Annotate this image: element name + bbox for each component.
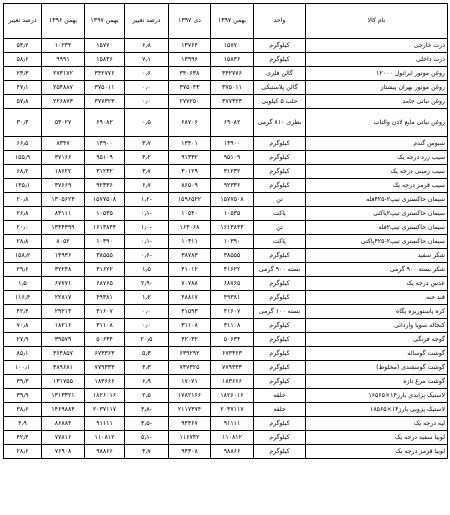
item-name-cell: شکر سفید [306,249,448,263]
item-name-cell: روغن نباتی مایع لادن والتاب [306,109,448,137]
dey97-cell: ۱۷۸۲۱۶۶ [169,389,211,403]
pct-month-cell: -۰٫۱ [125,235,169,249]
item-name-cell: لوبیا سفید درجه یک [306,431,448,445]
pct-month-cell: ۶٫۷ [125,179,169,193]
dey97-cell: ۷۰۷۸۸ [169,277,211,291]
bahman96-cell: ۸۰۵۲ [42,235,85,249]
dey97-cell: ۱۵۹۶۵۲۲ [169,193,211,207]
bahman97-b-cell: ۱۱۰۸۱۲ [85,431,125,445]
unit-cell: کیلوگرم [254,165,306,179]
bahman96-cell: ۱۳۴۴۳۹۹ [42,221,85,235]
bahman96-cell: ۲۷۳۱۷۲ [42,67,85,81]
table-row [4,249,448,263]
table-row [4,165,448,179]
table-row [4,417,448,431]
bahman97-cell: ۱۵۷۷۰ [211,39,254,53]
pct-year-cell: ۶۶٫۵ [4,137,42,151]
item-name-cell: لاستیک پرایدی بارز۱۴×۱۶۵۶۵ [306,389,448,403]
bahman97-cell: ۱۳۹۰۰ [211,137,254,151]
table-body [4,39,448,459]
bahman97-b-cell: ۴۱۶۰۷ [85,305,125,319]
header-dey97: دی ۱۳۹۷ [169,4,211,39]
table-row [4,403,448,417]
bahman97-b-cell: ۹۸۸۶۶ [85,445,125,459]
bahman96-cell: ۵۳۰۲۷ [42,109,85,137]
bahman97-b-cell: ۹۵۱۰۹ [85,151,125,165]
bahman97-cell: ۱۰۵۳۵ [211,207,254,221]
price-table [3,3,448,459]
bahman96-cell: ۸۶۸۸۴ [42,417,85,431]
dey97-cell: ۲۷۷۲۵۰ [169,95,211,109]
pct-month-cell: -۰٫۶ [125,249,169,263]
unit-cell: کیلوگرم [254,361,306,375]
pct-year-cell: ۲۸٫۸ [4,235,42,249]
bahman97-b-cell: ۶۸۷۶۵ [85,277,125,291]
item-name-cell: قند حبه [306,291,448,305]
dey97-cell: ۳۴۰۶۳۸ [169,67,211,81]
pct-month-cell: ۵٫۳ [125,347,169,361]
bahman96-cell: ۳۶۴۸۵۷ [42,347,85,361]
header-unit: واحد [254,4,306,39]
item-name-cell: روغن نباتی جامد [306,95,448,109]
bahman96-cell: ۱۳۱۷۵۵ [42,375,85,389]
header-name: نام کالا [306,4,448,39]
item-name-cell: گوشت گوسفندی (مخلوط) [306,361,448,375]
unit-cell: کیلوگرم [254,137,306,151]
bahman97-b-cell: ۳۸۵۵۵ [85,249,125,263]
unit-cell: کیلوگرم [254,417,306,431]
item-name-cell: سیب قرمز درجه یک [306,179,448,193]
bahman97-b-cell: ۱۵۷۷۵۰۸ [85,193,125,207]
unit-cell: بسته ۱۰۰ گرمی [254,305,306,319]
bahman97-cell: ۹۸۸۶۶ [211,445,254,459]
bahman96-cell: ۳۲۲۴۸ [42,263,85,277]
pct-month-cell: ۰٫۰ [125,319,169,333]
pct-month-cell: ۲٫۵ [125,389,169,403]
bahman97-b-cell: ۹۲۳۳۶ [85,179,125,193]
bahman96-cell: ۱۸۶۲۲ [42,165,85,179]
bahman97-b-cell: ۱۶۱۳۸۴۴ [85,221,125,235]
item-name-cell: شکر بسته ۹۰۰ گرمی [306,263,448,277]
bahman97-cell: ۱۵۸۳۶ [211,53,254,67]
pct-year-cell: ۱٫۵ [4,277,42,291]
bahman96-cell: ۸۳۴۷ [42,137,85,151]
bahman97-cell: ۳۸۵۵۵ [211,249,254,263]
item-name-cell: لوبیا قرمز درجه یک [306,445,448,459]
bahman97-cell: ۹۵۱۰۹ [211,151,254,165]
dey97-cell: ۲۱۱۷۳۷۴ [169,403,211,417]
item-name-cell: سیمان خاکستری تیپ۲فله [306,221,448,235]
price-comparison-sheet [3,3,447,459]
bahman97-b-cell: ۱۸۲۶۰۱۶ [85,389,125,403]
dey97-cell: ۳۰۱۲۹ [169,165,211,179]
pct-year-cell: ۱۵۸٫۲ [4,249,42,263]
pct-month-cell: ۱٫۵ [125,263,169,277]
dey97-cell: ۱۷۰۷۱ [169,375,211,389]
item-name-cell: کره پاستوریزه پگاه [306,305,448,319]
item-name-cell: سیمان خاکستری تیپ۲-۴۲۵فله [306,193,448,207]
pct-year-cell: ۲۰٫۸ [4,193,42,207]
dey97-cell: ۸۶۵۰۹ [169,179,211,193]
dey97-cell: ۳۷۵۰۴۳ [169,81,211,95]
unit-cell: کیلوگرم [254,249,306,263]
item-name-cell: عدس درجه یک [306,277,448,291]
dey97-cell: ۶۳۹۲۹۲ [169,347,211,361]
pct-month-cell: ۰٫۵ [125,109,169,137]
bahman97-b-cell: ۹۱۱۱۱ [85,417,125,431]
bahman97-cell: ۱۶۱۳۸۴۴ [211,221,254,235]
unit-cell: حلقه [254,403,306,417]
pct-year-cell: ۳۹٫۳ [4,375,42,389]
table-row [4,333,448,347]
bahman97-cell: ۶۸۷۶۵ [211,277,254,291]
unit-cell: کیلوگرم [254,319,306,333]
bahman97-b-cell: ۶۷۳۳۶۳ [85,347,125,361]
bahman96-cell: ۱۴۹۳۶ [42,249,85,263]
pct-month-cell: ۰٫۰ [125,95,169,109]
pct-month-cell: ۴٫۳ [125,361,169,375]
pct-year-cell: ۷۰٫۸ [4,319,42,333]
item-name-cell: سبوس گندم [306,137,448,151]
table-row [4,53,448,67]
bahman97-cell: ۱۵۷۷۵۰۸ [211,193,254,207]
bahman97-cell: ۳۱۱۰۸ [211,319,254,333]
unit-cell: کیلوگرم [254,347,306,361]
pct-month-cell: -۱٫۰ [125,221,169,235]
bahman97-cell: ۹۲۳۳۶ [211,179,254,193]
unit-cell: کیلوگرم [254,179,306,193]
table-row [4,305,448,319]
bahman97-b-cell: ۷۷۹۳۳۳ [85,361,125,375]
pct-year-cell: ۵۷٫۸ [4,95,42,109]
dey97-cell: ۳۱۱۰۸ [169,319,211,333]
dey97-cell: ۷۴۷۳۲۵ [169,361,211,375]
table-row [4,95,448,109]
table-row [4,431,448,445]
pct-month-cell: ۳٫۷ [125,137,169,151]
bahman97-b-cell: ۱۳۹۰۰ [85,137,125,151]
pct-month-cell: -۳٫۸ [125,403,169,417]
item-name-cell: گوجه فرنگی [306,333,448,347]
unit-cell: تن [254,221,306,235]
table-row [4,319,448,333]
bahman96-cell: ۳۷۱۶۶ [42,151,85,165]
bahman97-b-cell: ۳۱۲۳۲ [85,165,125,179]
table-row [4,361,448,375]
bahman97-b-cell: ۲۰۳۷۱۱۷ [85,403,125,417]
bahman96-cell: ۲۲۸۱۷ [42,291,85,305]
bahman97-cell: ۴۱۶۰۷ [211,305,254,319]
bahman97-b-cell: ۳۷۵۰۱۱ [85,81,125,95]
bahman96-cell: ۱۰۲۳۴ [42,39,85,53]
dey97-cell: ۴۲۰۳۲ [169,333,211,347]
bahman97-cell: ۶۹۰۸۲ [211,109,254,137]
bahman97-cell: ۳۱۲۳۲ [211,165,254,179]
header-pct-month: درصد تغییر [125,4,169,39]
item-name-cell: سیمان خاکستری تیپ۲-۴۲۵پاکتی [306,235,448,249]
item-name-cell: سیمان خاکستری تیپ۲پاکتی [306,207,448,221]
unit-cell: گالن فلزی [254,67,306,81]
bahman96-cell: ۱۳۰۵۶۲۳ [42,193,85,207]
header-bahman97: بهمن ۱۳۹۷ [211,4,254,39]
pct-month-cell: ۴٫۷ [125,445,169,459]
unit-cell: حلقه [254,389,306,403]
table-row [4,347,448,361]
bahman97-b-cell: ۳۷۷۳۲۳ [85,95,125,109]
bahman97-cell: ۷۷۹۳۳۳ [211,361,254,375]
pct-year-cell: ۲۹٫۶ [4,263,42,277]
pct-month-cell: ۴٫۲ [125,151,169,165]
item-name-cell: گوشت مرغ تازه [306,375,448,389]
bahman97-cell: ۳۴۲۷۷۶ [211,67,254,81]
unit-cell: بسته ۹۰۰ گرمی [254,263,306,277]
bahman96-cell: ۷۶۹۰۸ [42,445,85,459]
table-row [4,137,448,151]
table-row [4,221,448,235]
bahman97-cell: ۶۷۳۳۶۳ [211,347,254,361]
unit-cell: کیلوگرم [254,291,306,305]
bahman97-b-cell: ۱۸۳۶۶۶ [85,375,125,389]
bahman97-cell: ۱۸۲۶۰۱۶ [211,389,254,403]
bahman96-cell: ۱۸۲۱۶ [42,319,85,333]
unit-cell: کیلوگرم [254,53,306,67]
dey97-cell: ۴۱۵۹۳ [169,305,211,319]
bahman96-cell: ۲۹۲۱۴ [42,305,85,319]
pct-year-cell: ۲۷٫۹ [4,333,42,347]
item-name-cell: روغن موتور بهران پیشتاز [306,81,448,95]
table-row [4,109,448,137]
bahman97-b-cell: ۳۴۲۷۷۶ [85,67,125,81]
bahman96-cell: ۳۹۵۷۹ [42,333,85,347]
pct-year-cell: ۱۵۵٫۹ [4,151,42,165]
bahman97-b-cell: ۱۰۵۳۵ [85,207,125,221]
bahman97-cell: ۱۸۳۶۶۶ [211,375,254,389]
bahman97-cell: ۵۰۶۳۴ [211,333,254,347]
table-row [4,291,448,305]
bahman96-cell: ۹۹۹۱ [42,53,85,67]
table-row [4,193,448,207]
table-row [4,375,448,389]
dey97-cell: ۳۸۷۸۳ [169,249,211,263]
pct-year-cell: ۳۸٫۶ [4,403,42,417]
table-row [4,81,448,95]
dey97-cell: ۱۱۶۷۴۲ [169,431,211,445]
table-row [4,277,448,291]
pct-year-cell: ۲۸٫۶ [4,445,42,459]
bahman97-b-cell: ۱۵۷۷۰ [85,39,125,53]
bahman97-cell: ۳۷۵۰۱۱ [211,81,254,95]
dey97-cell: ۱۳۹۹۶ [169,53,211,67]
dey97-cell: ۹۱۳۳۲ [169,151,211,165]
pct-year-cell: ۵۴٫۲ [4,39,42,53]
bahman96-cell: ۳۷۶۶۹ [42,179,85,193]
dey97-cell: ۹۴۳۰۸ [169,445,211,459]
pct-year-cell: ۲۶٫۸ [4,207,42,221]
bahman96-cell: ۲۵۴۸۸۷ [42,81,85,95]
header-pct-year: درصد تغییر [4,4,42,39]
pct-month-cell: ۶٫۹ [125,375,169,389]
bahman97-b-cell: ۶۹۰۸۲ [85,109,125,137]
pct-year-cell: ۸۵٫۱ [4,347,42,361]
bahman97-b-cell: ۵۰۶۳۴ [85,333,125,347]
bahman97-cell: ۱۰۳۹۰ [211,235,254,249]
pct-year-cell: ۳۰٫۳ [4,109,42,137]
table-row [4,389,448,403]
pct-month-cell: ۱٫۲ [125,291,169,305]
item-name-cell: سیب زمینی درجه یک [306,165,448,179]
pct-month-cell: -۵٫۱ [125,431,169,445]
item-name-cell: روغن موتور ایرانول ۱۲۰۰۰ [306,67,448,81]
unit-cell: کیلوگرم [254,445,306,459]
dey97-cell: ۱۳۴۰۱ [169,137,211,151]
item-name-cell: ذرت داخلی [306,53,448,67]
pct-month-cell: ۷٫۱ [125,53,169,67]
pct-year-cell: ۱۰۰٫۱ [4,361,42,375]
header-row [4,4,448,39]
pct-year-cell: ۵۸٫۶ [4,53,42,67]
pct-year-cell: ۴۲٫۴ [4,305,42,319]
unit-cell: کیلوگرم [254,375,306,389]
bahman97-cell: ۴۱۶۲۲ [211,263,254,277]
item-name-cell: سیب زرد درجه یک [306,151,448,165]
table-row [4,207,448,221]
bahman96-cell: ۶۷۷۷۱ [42,277,85,291]
bahman97-cell: ۴۹۳۸۱ [211,291,254,305]
pct-year-cell: ۶۸٫۲ [4,165,42,179]
pct-month-cell: -۰٫۱ [125,207,169,221]
bahman97-cell: ۱۱۰۸۱۲ [211,431,254,445]
unit-cell: کیلوگرم [254,431,306,445]
dey97-cell: ۴۱۰۱۲ [169,263,211,277]
unit-cell: گالن پلاستیکی [254,81,306,95]
pct-month-cell: ۳٫۷ [125,165,169,179]
pct-year-cell: ۲۳٫۳ [4,67,42,81]
dey97-cell: ۱۳۷۶۴ [169,39,211,53]
pct-month-cell: ۰٫۶ [125,67,169,81]
pct-month-cell: -۱٫۲ [125,193,169,207]
bahman97-b-cell: ۴۱۶۲۲ [85,263,125,277]
dey97-cell: ۶۸۷۰۶ [169,109,211,137]
bahman96-cell: ۳۸۹۶۸۱ [42,361,85,375]
unit-cell: کیلوگرم [254,277,306,291]
table-row [4,445,448,459]
bahman97-b-cell: ۱۰۳۹۰ [85,235,125,249]
bahman96-cell: ۱۴۶۹۸۸۴ [42,403,85,417]
pct-month-cell: ۰٫۰ [125,305,169,319]
pct-year-cell: ۱۱۶٫۴ [4,291,42,305]
dey97-cell: ۱۶۳۰۶۸ [169,221,211,235]
pct-month-cell: -۳٫۵ [125,417,169,431]
pct-year-cell: ۱۴۵٫۱ [4,179,42,193]
dey97-cell: ۱۰۳۱۱ [169,235,211,249]
unit-cell: بطری ۸۱۰ گرمی [254,109,306,137]
bahman96-cell: ۸۳۱۱۱ [42,207,85,221]
pct-year-cell: ۴۲٫۴ [4,431,42,445]
bahman97-cell: ۹۱۱۱۱ [211,417,254,431]
unit-cell: کیلوگرم [254,151,306,165]
bahman97-b-cell: ۱۵۸۳۶ [85,53,125,67]
pct-year-cell: ۲۰٫۰ [4,221,42,235]
dey97-cell: ۹۴۳۶۷ [169,417,211,431]
unit-cell: حلب ۵ کیلویی [254,95,306,109]
unit-cell: کیلوگرم [254,39,306,53]
table-row [4,67,448,81]
bahman97-b-cell: ۳۱۱۰۸ [85,319,125,333]
bahman97-cell: ۲۰۳۷۱۱۷ [211,403,254,417]
unit-cell: کیلوگرم [254,333,306,347]
item-name-cell: گوشت گوساله [306,347,448,361]
header-bahman96: بهمن ۱۳۹۶ [42,4,85,39]
table-row [4,179,448,193]
bahman96-cell: ۲۲۶۸۷۳ [42,95,85,109]
item-name-cell: ذرت خارجی [306,39,448,53]
dey97-cell: ۴۸۸۱۷ [169,291,211,305]
pct-year-cell: ۴٫۹ [4,417,42,431]
table-row [4,39,448,53]
pct-year-cell: ۴۷٫۱ [4,81,42,95]
bahman96-cell: ۷۷۸۱۶ [42,431,85,445]
bahman96-cell: ۱۳۱۳۳۲۱ [42,389,85,403]
header-bahman97-b: بهمن ۱۳۹۷ [85,4,125,39]
unit-cell: پاکت [254,235,306,249]
bahman97-cell: ۳۷۷۳۲۳ [211,95,254,109]
table-row [4,263,448,277]
item-name-cell: لاستیک پژویی بارز۱۴×۱۸۵۶۵ [306,403,448,417]
pct-month-cell: ۶٫۸ [125,39,169,53]
pct-year-cell: ۳۹٫۹ [4,389,42,403]
pct-month-cell: ۲۰٫۵ [125,333,169,347]
unit-cell: پاکت [254,207,306,221]
table-row [4,151,448,165]
item-name-cell: لپه درجه یک [306,417,448,431]
pct-month-cell: -۲٫۹ [125,277,169,291]
bahman97-b-cell: ۴۹۳۸۱ [85,291,125,305]
unit-cell: تن [254,193,306,207]
pct-month-cell: ۰٫۰ [125,81,169,95]
table-row [4,235,448,249]
item-name-cell: کنجاله سویا وارداتی [306,319,448,333]
dey97-cell: ۱۰۵۴۰ [169,207,211,221]
